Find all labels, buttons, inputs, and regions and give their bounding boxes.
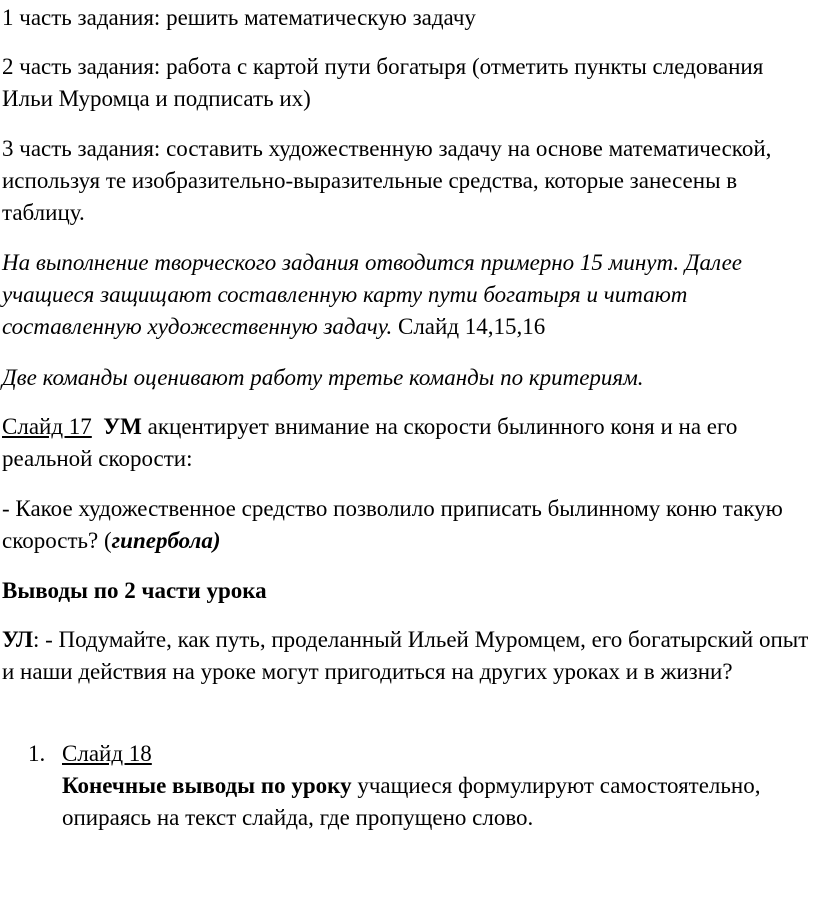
- slide17-text: акцентирует внимание на скорости былинного коня и на его реальной скорости:: [2, 414, 738, 471]
- question-text: - Какое художественное средство позволило приписать былинному коню такую скорость? (: [2, 496, 783, 553]
- question-answer: гипербола): [111, 528, 221, 553]
- conclusions-heading: [2, 575, 814, 607]
- paragraph-part2: [2, 51, 814, 115]
- paragraph-ul: [2, 624, 814, 688]
- part2-text: 2 часть задания: работа с картой пути богатыря (отметить пункты следования Ильи Муромца и подписать их): [2, 54, 764, 111]
- list-item-body: [62, 738, 812, 834]
- slide18-link[interactable]: Слайд 18: [62, 741, 152, 766]
- paragraph-teams: [2, 362, 814, 394]
- paragraph-question: [2, 493, 814, 557]
- creative-task-slides: Слайд 14,15,16: [392, 314, 546, 339]
- part3-text: 3 часть задания: составить художественную задачу на основе математической, используя те изобразительно-выразительные средства, которые занесены в таблицу.: [2, 136, 772, 225]
- list-number: 1.: [28, 741, 46, 766]
- paragraph-part1: [2, 2, 476, 34]
- paragraph-slide17: [2, 411, 814, 475]
- conclusions-heading-text: Выводы по 2 части урока: [2, 578, 267, 603]
- paragraph-creative-task: [2, 247, 814, 343]
- part1-text: 1 часть задания: решить математическую задачу: [2, 5, 476, 30]
- final-conclusions-label: Конечные выводы по уроку: [62, 773, 352, 798]
- ul-text: : - Подумайте, как путь, проделанный Ильей Муромцем, его богатырский опыт и наши действия на уроке могут пригодиться на других уроках и в жизни?: [2, 627, 809, 684]
- slide17-um-label: УМ: [103, 414, 142, 439]
- ul-label: УЛ: [2, 627, 33, 652]
- paragraph-part3: [2, 133, 814, 229]
- final-conclusions-text: учащиеся формулируют самостоятельно, опираясь на текст слайда, где пропущено слово.: [62, 773, 761, 830]
- slide17-link[interactable]: Слайд 17: [2, 414, 92, 439]
- teams-text: Две команды оценивают работу третье команды по критериям.: [2, 365, 644, 390]
- slide17-gap: [92, 414, 104, 439]
- creative-task-italic: На выполнение творческого задания отводится примерно 15 минут. Далее учащиеся защищают составленную карту пути богатыря и читают составленную художественную задачу.: [2, 250, 743, 339]
